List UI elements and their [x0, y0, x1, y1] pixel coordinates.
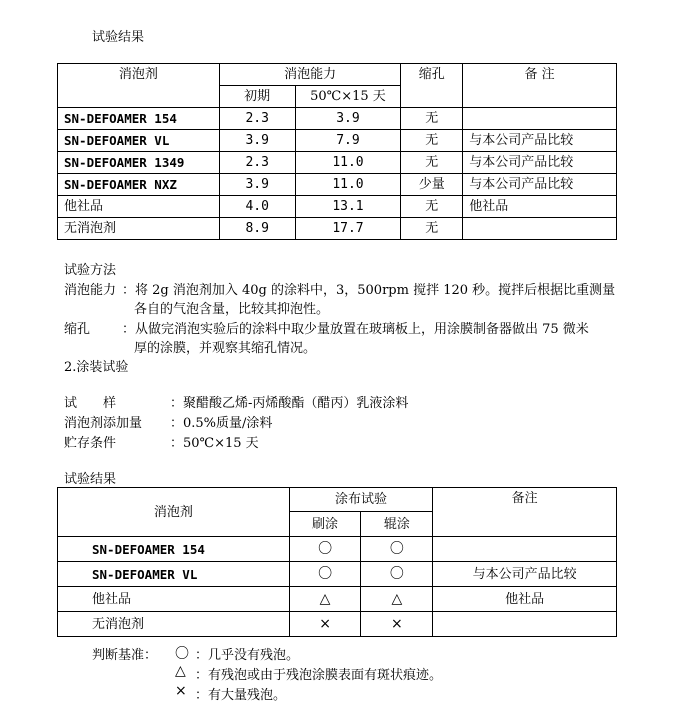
method-crater-label: 缩孔	[64, 322, 91, 337]
row-name: SN-DEFOAMER 1349	[58, 152, 220, 174]
header-remarks: 备注	[433, 488, 617, 537]
sample-label: 试 样	[64, 396, 117, 411]
row-remark: 他社品	[463, 196, 617, 218]
row-crater: 无	[401, 218, 463, 240]
row-name: SN-DEFOAMER VL	[58, 562, 290, 587]
row-remark: 与本公司产品比较	[463, 174, 617, 196]
row-name: 无消泡剂	[58, 218, 220, 240]
row-roller: ×	[361, 612, 433, 637]
results-title-2: 试验结果	[64, 472, 117, 487]
row-initial: 3.9	[219, 130, 295, 152]
row-aged: 3.9	[295, 108, 401, 130]
table-row	[58, 152, 617, 174]
table-row	[58, 612, 617, 637]
method-capacity-line2: 各自的气泡含量，比较其抑泡性。	[134, 302, 330, 317]
row-remark	[433, 612, 617, 637]
row-brush: 〇	[289, 537, 361, 562]
coating-test-heading: 2.涂装试验	[64, 360, 129, 375]
row-initial: 2.3	[219, 108, 295, 130]
row-remark	[433, 537, 617, 562]
row-roller: △	[361, 587, 433, 612]
dosage-label: 消泡剂添加量	[64, 416, 143, 431]
method-capacity-label: 消泡能力	[64, 283, 117, 298]
row-initial: 3.9	[219, 174, 295, 196]
header-defoamer: 消泡剂	[58, 488, 290, 537]
row-remark	[463, 218, 617, 240]
header-capacity: 消泡能力	[219, 64, 401, 86]
table-row	[58, 562, 617, 587]
criteria-symbol: △	[175, 663, 186, 679]
row-remark	[463, 108, 617, 130]
row-name: SN-DEFOAMER VL	[58, 130, 220, 152]
criteria-text: ：几乎没有残泡。	[195, 648, 300, 663]
method-crater-line1: ：从做完消泡实验后的涂料中取少量放置在玻璃板上，用涂膜制备器做出 75 微米	[122, 322, 589, 337]
criteria-symbol: 〇	[175, 646, 189, 662]
row-name: SN-DEFOAMER NXZ	[58, 174, 220, 196]
row-crater: 无	[401, 196, 463, 218]
table-row	[58, 196, 617, 218]
row-brush: ×	[289, 612, 361, 637]
header-coating: 涂布试验	[289, 488, 433, 512]
table-row	[58, 108, 617, 130]
method-title: 试验方法	[64, 263, 117, 278]
row-initial: 8.9	[219, 218, 295, 240]
row-brush: 〇	[289, 562, 361, 587]
row-initial: 4.0	[219, 196, 295, 218]
row-crater: 无	[401, 108, 463, 130]
row-name: 他社品	[58, 196, 220, 218]
row-brush: △	[289, 587, 361, 612]
header-initial: 初期	[219, 86, 295, 108]
dosage-value: ：0.5%质量/涂料	[170, 416, 273, 431]
row-remark: 与本公司产品比较	[463, 152, 617, 174]
criteria-label: 判断基准：	[92, 648, 158, 663]
row-aged: 7.9	[295, 130, 401, 152]
header-brush: 刷涂	[289, 512, 361, 537]
sample-value: ：聚醋酸乙烯-丙烯酸酯（醋丙）乳液涂料	[170, 396, 409, 411]
defoaming-results-table	[57, 63, 617, 240]
header-aged: 50℃×15 天	[295, 86, 401, 108]
storage-value: ：50℃×15 天	[170, 436, 259, 451]
row-remark: 与本公司产品比较	[433, 562, 617, 587]
row-crater: 无	[401, 130, 463, 152]
criteria-symbol: ×	[175, 683, 187, 699]
method-capacity-line1: ：将 2g 消泡剂加入 40g 的涂料中，3，500rpm 搅拌 120 秒。搅拌后根据比重测量	[122, 283, 616, 298]
row-aged: 13.1	[295, 196, 401, 218]
table-row	[58, 537, 617, 562]
method-crater-line2: 厚的涂膜，并观察其缩孔情况。	[134, 341, 317, 356]
row-aged: 11.0	[295, 174, 401, 196]
row-remark: 他社品	[433, 587, 617, 612]
header-cratering: 缩孔	[401, 64, 463, 108]
row-crater: 少量	[401, 174, 463, 196]
row-name: 他社品	[58, 587, 290, 612]
row-roller: 〇	[361, 562, 433, 587]
table-row	[58, 218, 617, 240]
header-roller: 辊涂	[361, 512, 433, 537]
row-aged: 17.7	[295, 218, 401, 240]
table-row	[58, 130, 617, 152]
row-name: SN-DEFOAMER 154	[58, 108, 220, 130]
header-remarks: 备 注	[463, 64, 617, 108]
criteria-text: ：有大量残泡。	[195, 688, 287, 703]
criteria-text: ：有残泡或由于残泡涂膜表面有斑状痕迹。	[195, 668, 443, 683]
results-title-1: 试验结果	[92, 30, 145, 45]
row-name: SN-DEFOAMER 154	[58, 537, 290, 562]
row-crater: 无	[401, 152, 463, 174]
table-row	[58, 587, 617, 612]
row-initial: 2.3	[219, 152, 295, 174]
row-name: 无消泡剂	[58, 612, 290, 637]
header-defoamer: 消泡剂	[58, 64, 220, 108]
row-remark: 与本公司产品比较	[463, 130, 617, 152]
table-row	[58, 174, 617, 196]
coating-results-table	[57, 487, 617, 637]
row-aged: 11.0	[295, 152, 401, 174]
row-roller: 〇	[361, 537, 433, 562]
storage-label: 贮存条件	[64, 436, 117, 451]
